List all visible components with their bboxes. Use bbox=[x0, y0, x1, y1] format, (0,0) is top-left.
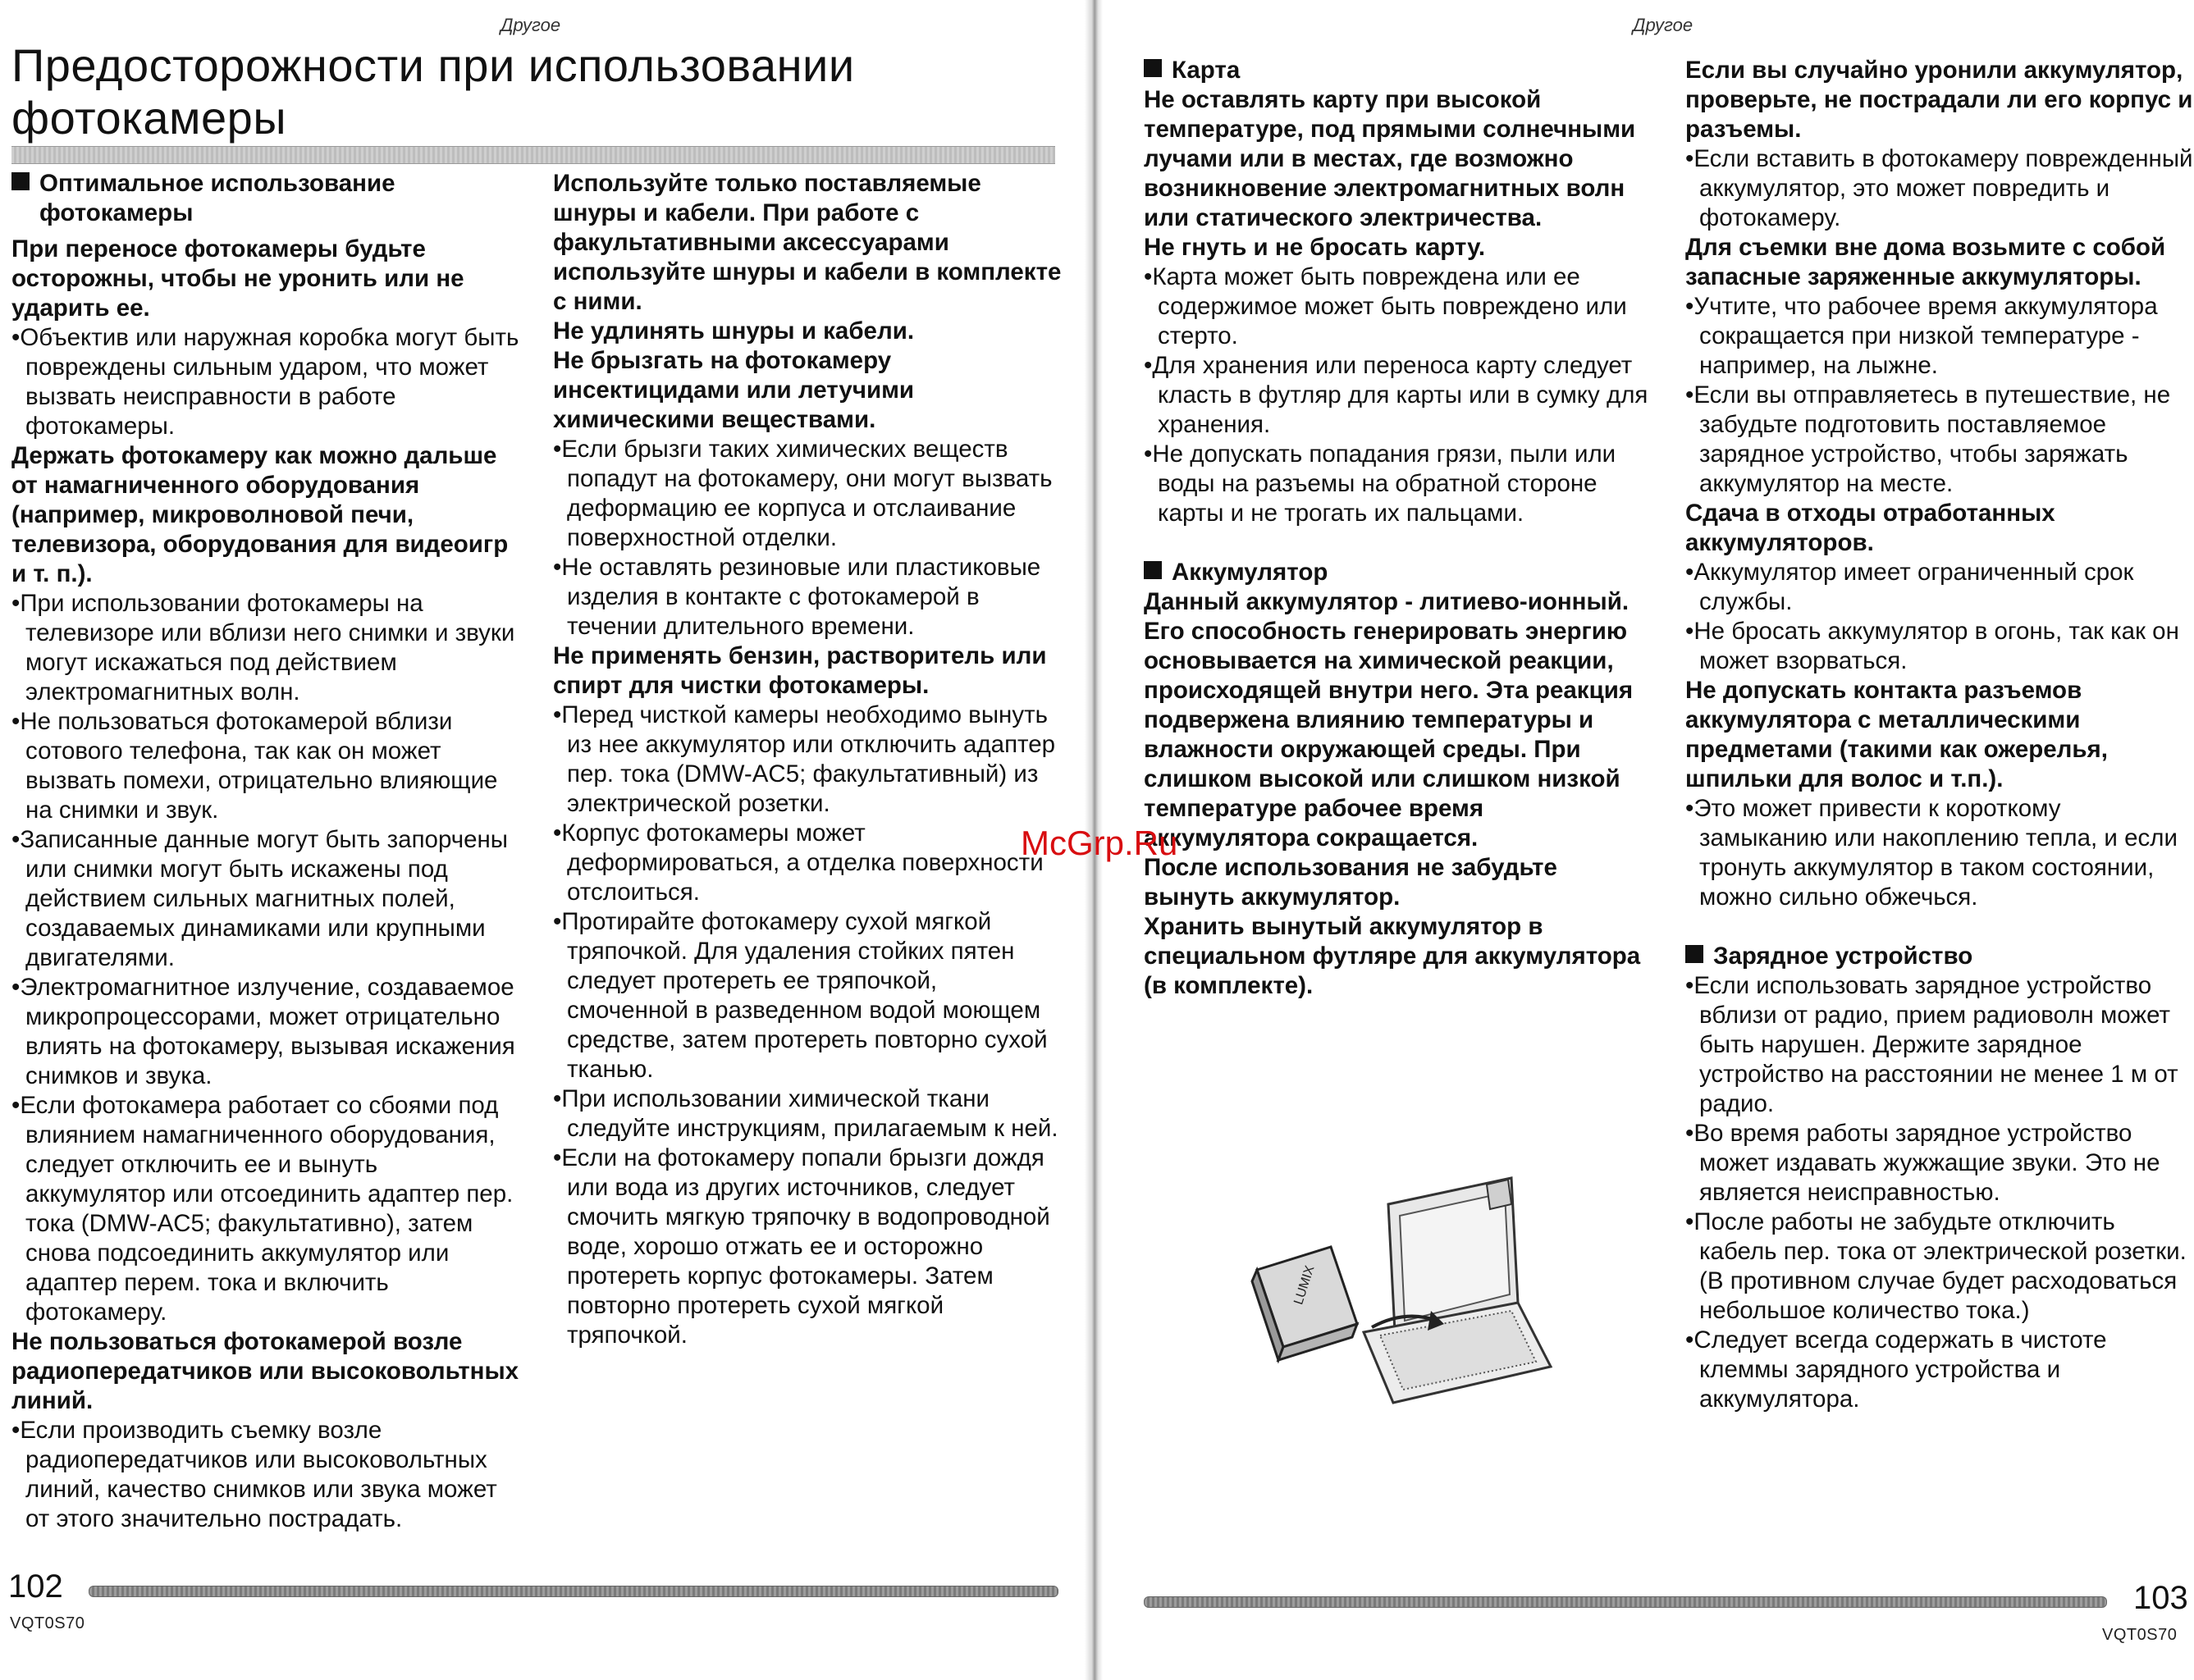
battery-case-illustration bbox=[1241, 1171, 1561, 1409]
bullet-item: • Электромагнитное излучение, создаваемое микропроцессорами, может отрицательно влиять на фотокамеру, вызывая искажения снимков и звука. bbox=[11, 973, 520, 1091]
section-heading-optimal: Оптимальное использование фотокамеры bbox=[11, 169, 520, 228]
footer-rule-right bbox=[1144, 1596, 2107, 1608]
bullet-item: • После работы не забудьте отключить кабель пер. тока от электрической розетки. (В противном случае будет расходоваться небольшое количество тока.) bbox=[1685, 1208, 2194, 1326]
bold-para: Данный аккумулятор - литиево-ионный. Его способность генерировать энергию основывается на химической реакции, происходящей внутри него. Эта реакция подвержена влиянию температуры и влажности окружающей среды. При слишком высокой или слишком низкой температуре рабочее время аккумулятора сокращается. bbox=[1144, 588, 1634, 851]
bold-para: При переносе фотокамеры будьте осторожны, чтобы не уронить или не ударить ее. bbox=[11, 235, 464, 322]
bold-para: Не удлинять шнуры и кабели. bbox=[553, 317, 915, 345]
page-number-left: 102 bbox=[8, 1568, 63, 1605]
bullet-item: • Не оставлять резиновые или пластиковые изделия в контакте с фотокамерой в течении длительного времени. bbox=[553, 553, 1062, 641]
bold-para: Не допускать контакта разъемов аккумулятора с металлическими предметами (такими как ожерелья, шпильки для волос и т.п.). bbox=[1685, 677, 2108, 792]
bullet-item: • Учтите, что рабочее время аккумулятора сокращается при низкой температуре - например, на лыжне. bbox=[1685, 292, 2194, 381]
bold-para: Используйте только поставляемые шнуры и кабели. При работе с факультативными аксессуарами используйте шнуры и кабели в комплекте с ними. bbox=[553, 170, 1062, 315]
bullet-item: • При использовании фотокамеры на телевизоре или вблизи него снимки и звуки могут искажаться под действием электромагнитных волн. bbox=[11, 589, 520, 707]
bold-para: Не оставлять карту при высокой температуре, под прямыми солнечными лучами или в местах, где возможно возникновение электромагнитных волн или статического электричества. bbox=[1144, 86, 1636, 231]
watermark: McGrp.Ru bbox=[1021, 824, 1178, 862]
bullet-item: • Объектив или наружная коробка могут быть повреждены сильным ударом, что может вызвать неисправности в работе фотокамеры. bbox=[11, 323, 520, 441]
bullet-item: • Это может привести к короткому замыканию или накоплению тепла, и если тронуть аккумулятор в таком состоянии, можно сильно обжечься. bbox=[1685, 794, 2194, 912]
footer-rule-left bbox=[89, 1586, 1058, 1597]
doc-code-left: VQT0S70 bbox=[10, 1614, 85, 1632]
bullet-item: • Карта может быть повреждена или ее содержимое может быть повреждено или стерто. bbox=[1144, 262, 1652, 351]
right-col-2 bbox=[1685, 56, 2194, 1414]
section-heading-charger: Зарядное устройство bbox=[1685, 942, 2194, 971]
bullet-item: • Протирайте фотокамеру сухой мягкой тряпочкой. Для удаления стойких пятен следует протереть ее тряпочкой, смоченной в разведенном водой моющем средстве, затем протереть повторно сухой тканью. bbox=[553, 907, 1062, 1084]
bullet-item: • Если производить съемку возле радиопередатчиков или высоковольтных линий, качество снимков или звука может от этого значительно пострадать. bbox=[11, 1416, 520, 1534]
battery-label: LUMIX bbox=[1291, 1263, 1318, 1307]
square-bullet-icon bbox=[1685, 945, 1703, 963]
bold-para: После использования не забудьте вынуть аккумулятор. bbox=[1144, 854, 1557, 911]
bold-para: Не брызгать на фотокамеру инсектицидами или летучими химическими веществами. bbox=[553, 347, 915, 433]
bullet-item: • Для хранения или переноса карту следует класть в футляр для карты или в сумку для хранения. bbox=[1144, 351, 1652, 440]
bullet-item: • Не допускать попадания грязи, пыли или воды на разъемы на обратной стороне карты и не трогать их пальцами. bbox=[1144, 440, 1652, 528]
bold-para: Не применять бензин, растворитель или спирт для чистки фотокамеры. bbox=[553, 642, 1047, 699]
bold-para: Держать фотокамеру как можно дальше от намагниченного оборудования (например, микроволновой печи, телевизора, оборудования для видеоигр и т. п.). bbox=[11, 442, 509, 587]
bold-para: Для съемки вне дома возьмите с собой запасные заряженные аккумуляторы. bbox=[1685, 234, 2166, 290]
bullet-item: • При использовании химической ткани следуйте инструкциям, прилагаемым к ней. bbox=[553, 1084, 1062, 1144]
bullet-item: • Во время работы зарядное устройство может издавать жужжащие звуки. Это не является неисправностью. bbox=[1685, 1119, 2194, 1208]
bullet-item: • Если на фотокамеру попали брызги дождя или вода из других источников, следует смочить мягкую тряпочку в водопроводной воде, хорошо отжать ее и осторожно протереть корпус фотокамеры. Затем повторно протереть сухой мягкой тряпочкой. bbox=[553, 1144, 1062, 1350]
bullet-item: • Не пользоваться фотокамерой вблизи сотового телефона, так как он может вызвать помехи, отрицательно влияющие на снимки и звук. bbox=[11, 707, 520, 825]
square-bullet-icon bbox=[1144, 561, 1162, 579]
bullet-item: • Если брызги таких химических веществ попадут на фотокамеру, они могут вызвать деформацию ее корпуса и отслаивание поверхностной отделки. bbox=[553, 435, 1062, 553]
bold-para: Сдача в отходы отработанных аккумуляторов. bbox=[1685, 500, 2055, 556]
doc-code-right: VQT0S70 bbox=[2102, 1626, 2178, 1644]
right-col-1 bbox=[1144, 56, 1652, 1001]
bold-para: Не пользоваться фотокамерой возле радиопередатчиков или высоковольтных линий. bbox=[11, 1328, 519, 1414]
bold-para: Если вы случайно уронили аккумулятор, проверьте, не пострадали ли его корпус и разъемы. bbox=[1685, 57, 2193, 143]
bold-para: Хранить вынутый аккумулятор в специальном футляре для аккумулятора (в комплекте). bbox=[1144, 913, 1641, 999]
section-heading-battery: Аккумулятор bbox=[1144, 558, 1652, 587]
page-number-right: 103 bbox=[2133, 1580, 2188, 1616]
bullet-item: • Аккумулятор имеет ограниченный срок службы. bbox=[1685, 558, 2194, 617]
page-title: Предосторожности при использовании фотокамеры bbox=[11, 39, 855, 144]
bullet-item: • Если использовать зарядное устройство вблизи от радио, прием радиоволн может быть нарушен. Держите зарядное устройство на расстоянии не менее 1 м от радио. bbox=[1685, 971, 2194, 1119]
bullet-item: • Записанные данные могут быть запорчены или снимки могут быть искажены под действием сильных магнитных полей, создаваемых динамиками или крупными двигателями. bbox=[11, 825, 520, 973]
left-col-2 bbox=[553, 169, 1062, 1350]
section-label-left: Другое bbox=[501, 15, 561, 35]
title-underline-band bbox=[11, 146, 1055, 164]
bullet-item: • Корпус фотокамеры может деформироваться, а отделка поверхности отслоиться. bbox=[553, 819, 1062, 907]
square-bullet-icon bbox=[1144, 59, 1162, 77]
bullet-item: • Если фотокамера работает со сбоями под влиянием намагниченного оборудования, следует отключить ее и вынуть аккумулятор или отсоединить адаптер пер. тока (DMW-AC5; факультативно), затем снова подсоединить аккумулятор или адаптер перем. тока и включить фотокамеру. bbox=[11, 1091, 520, 1327]
square-bullet-icon bbox=[11, 172, 30, 190]
section-label-right: Другое bbox=[1633, 15, 1693, 35]
bullet-item: • Следует всегда содержать в чистоте клеммы зарядного устройства и аккумулятора. bbox=[1685, 1326, 2194, 1414]
left-col-1 bbox=[11, 169, 520, 1534]
bullet-item: • Если вставить в фотокамеру поврежденный аккумулятор, это может повредить и фотокамеру. bbox=[1685, 144, 2194, 233]
section-heading-card: Карта bbox=[1144, 56, 1652, 85]
bullet-item: • Не бросать аккумулятор в огонь, так как он может взорваться. bbox=[1685, 617, 2194, 676]
bullet-item: • Перед чисткой камеры необходимо вынуть из нее аккумулятор или отключить адаптер пер. тока (DMW-AC5; факультативный) из электрической розетки. bbox=[553, 701, 1062, 819]
bold-para: Не гнуть и не бросать карту. bbox=[1144, 234, 1486, 261]
bullet-item: • Если вы отправляетесь в путешествие, не забудьте подготовить поставляемое зарядное устройство, чтобы заряжать аккумулятор на месте. bbox=[1685, 381, 2194, 499]
